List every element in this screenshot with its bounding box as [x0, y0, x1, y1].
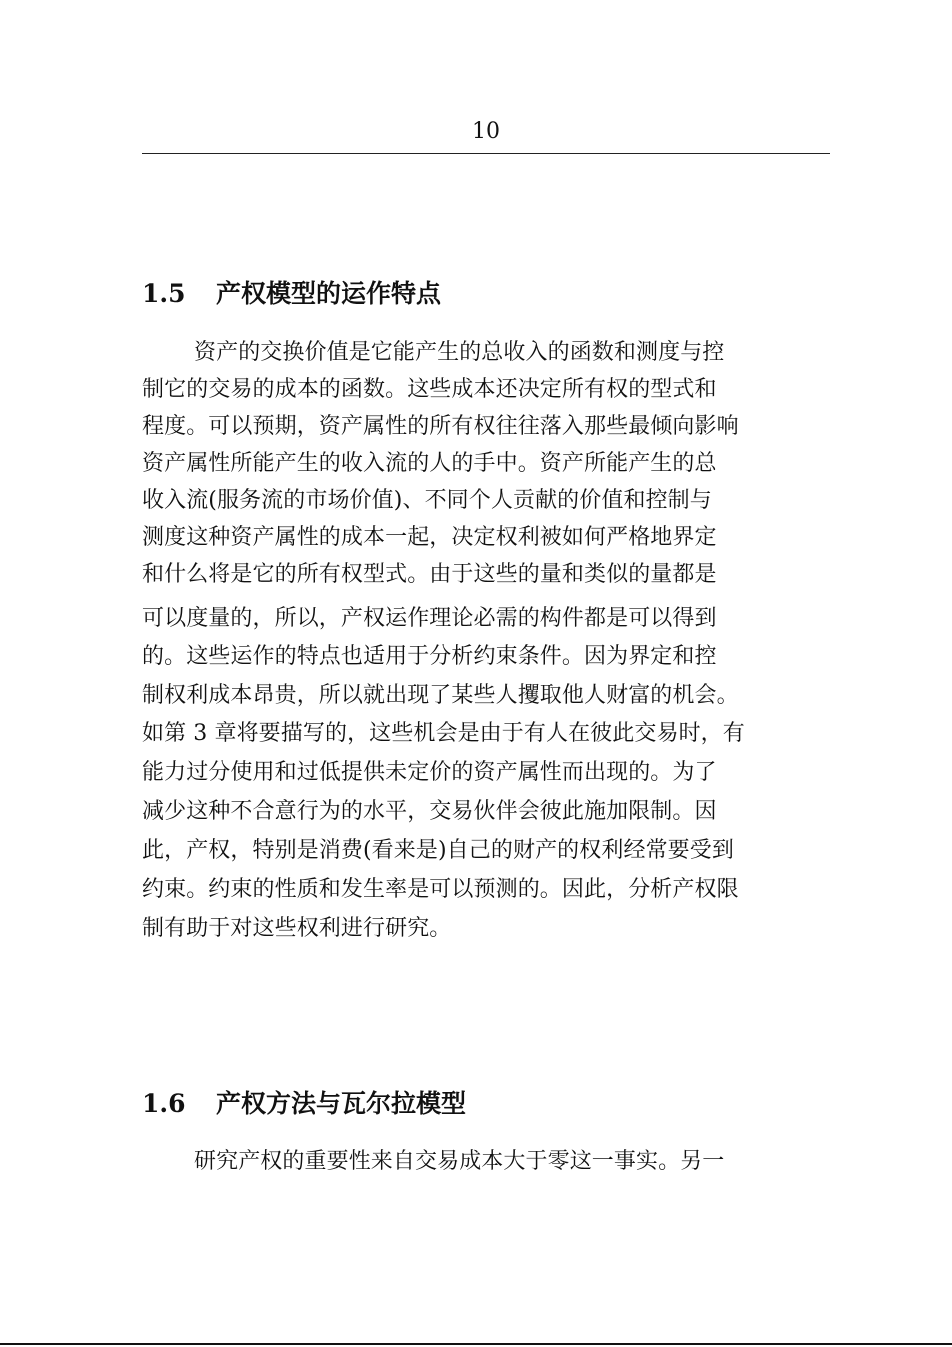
paragraph-line: 程度。可以预期，资产属性的所有权往往落入那些最倾向影响 — [142, 414, 739, 439]
paragraph-line: 研究产权的重要性来自交易成本大于零这一事实。另一 — [194, 1149, 725, 1174]
paragraph-line: 此，产权，特别是消费(看来是)自己的财产的权利经常要受到 — [142, 838, 734, 863]
paragraph-line: 资产的交换价值是它能产生的总收入的函数和测度与控 — [194, 340, 725, 365]
paragraph-line: 能力过分使用和过低提供未定价的资产属性而出现的。为了 — [142, 760, 717, 785]
paragraph-line: 和什么将是它的所有权型式。由于这些的量和类似的量都是 — [142, 562, 717, 587]
paragraph-line: 可以度量的，所以，产权运作理论必需的构件都是可以得到 — [142, 606, 717, 631]
section-heading-1-5 — [142, 279, 832, 309]
header-rule — [142, 153, 830, 154]
paragraph-line: 如第 3 章将要描写的，这些机会是由于有人在彼此交易时，有 — [142, 721, 745, 746]
paragraph-line: 约束。约束的性质和发生率是可以预测的。因此，分析产权限 — [142, 877, 739, 902]
paragraph-line: 制有助于对这些权利进行研究。 — [142, 916, 452, 941]
paragraph-line: 制权利成本昂贵，所以就出现了某些人攫取他人财富的机会。 — [142, 683, 739, 708]
paragraph-line: 资产属性所能产生的收入流的人的手中。资产所能产生的总 — [142, 451, 717, 476]
section-number: 1.5 — [142, 279, 186, 308]
paragraph-line: 制它的交易的成本的函数。这些成本还决定所有权的型式和 — [142, 377, 717, 402]
page-number: 10 — [472, 119, 500, 144]
paragraph-line: 减少这种不合意行为的水平，交易伙伴会彼此施加限制。因 — [142, 799, 717, 824]
section-title: 产权模型的运作特点 — [216, 279, 442, 308]
section-title: 产权方法与瓦尔拉模型 — [216, 1089, 467, 1118]
paragraph-line: 测度这种资产属性的成本一起，决定权利被如何严格地界定 — [142, 525, 717, 550]
paragraph-line: 的。这些运作的特点也适用于分析约束条件。因为界定和控 — [142, 644, 717, 669]
paragraph-line: 收入流(服务流的市场价值)、不同个人贡献的价值和控制与 — [142, 488, 712, 513]
section-heading-1-6 — [142, 1089, 832, 1119]
bottom-rule — [0, 1343, 952, 1345]
section-number: 1.6 — [142, 1089, 186, 1118]
